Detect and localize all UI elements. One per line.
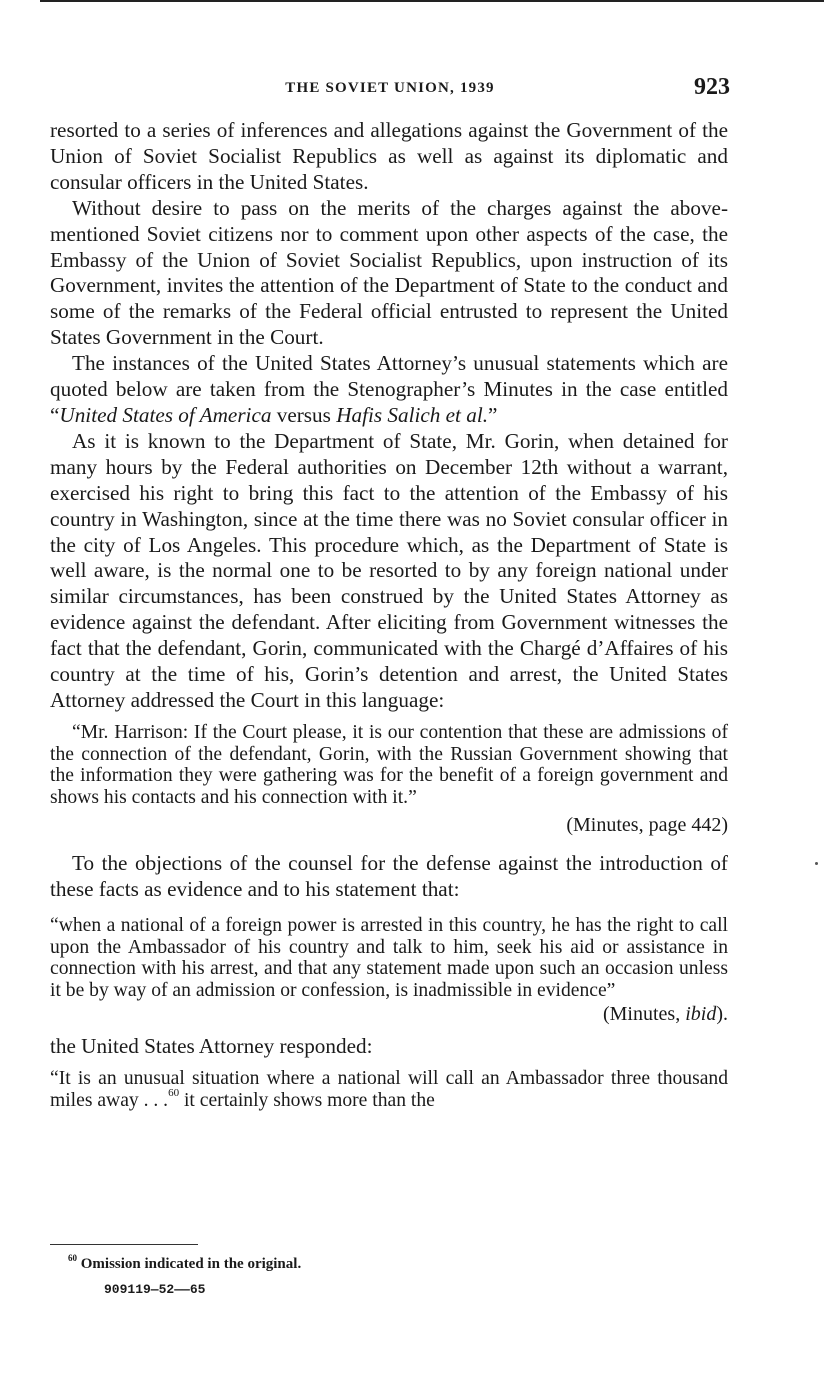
cite2-pre: (Minutes, (602, 1003, 686, 1026)
p3-text-mid: versus (271, 402, 337, 427)
citation-minutes-442: (Minutes, page 442) (566, 814, 728, 837)
printer-code: 909119—52——65 (104, 1282, 206, 1297)
page-body (50, 118, 728, 1112)
page-header (50, 74, 730, 104)
quote3-pre: “It is an unusual situation where a national will call an Ambassador three thousand miles away . . . (50, 1067, 728, 1111)
citation-minutes-ibid (50, 1002, 728, 1026)
quote3-post: it certainly shows more than the (179, 1089, 435, 1111)
scan-speck (815, 862, 818, 865)
quote-defense-statement: “when a national of a foreign power is arrested in this country, he has the right to call upon the Ambassador of his country and talk to him, seek his aid or assistance in connection with his arrest, and that any statement made upon such an occasion unless it be by way of an admission or confession, is inadmissible in evidence” (50, 914, 728, 1002)
top-rule (40, 0, 824, 2)
paragraph-attorney-responded: the United States Attorney responded: (50, 1034, 373, 1059)
running-title: THE SOVIET UNION, 1939 (285, 80, 495, 96)
case-name-plaintiff: United States of America (59, 402, 272, 427)
paragraph-instances (50, 351, 728, 429)
p3-text-post: ” (488, 402, 498, 427)
paragraph-continuation: resorted to a series of inferences and allegations against the Government of the Union of Soviet Socialist Republics as well as against its diplomatic and consular officers in the United States. (50, 118, 728, 194)
quote-harrison: “Mr. Harrison: If the Court please, it is our contention that these are admissions of the connection of the defendant, Gorin, with the Russian Government showing that the information they were gathering was for the benefit of a foreign government and shows his contacts and his connection with it.” (50, 721, 728, 809)
page-number: 923 (694, 74, 730, 100)
case-name-defendant: Hafis Salich et al. (336, 402, 489, 427)
p3-text-pre: The instances of the United States Attorney’s unusual statements which are quoted below are taken from the Stenographer’s Minutes in the case entitled “ (50, 351, 728, 427)
footnote-marker: 60 (68, 1253, 77, 1263)
footnote-reference: 60 (168, 1087, 180, 1100)
cite2-ibid: ibid (685, 1003, 717, 1026)
quote-attorney-response (50, 1068, 728, 1112)
cite2-post: ). (716, 1003, 728, 1026)
footnote-text: Omission indicated in the original. (80, 1256, 302, 1272)
paragraph-objections: To the objections of the counsel for the defense against the introduction of these facts as evidence and to his statement that: (50, 851, 728, 901)
paragraph-gorin-detention: As it is known to the Department of State, Mr. Gorin, when detained for many hours by the Federal authorities on December 12th without a warrant, exercised his right to bring this fact to the attention of the Embassy of his country in Washington, since at the time there was no Soviet consular officer in the city of Los Angeles. This procedure which, as the Department of State is well aware, is the normal one to be resorted to by any foreign national under similar circumstances, has been construed by the United States Attorney as evidence against the defendant. After eliciting from Government witnesses the fact that the defendant, Gorin, communicated with the Chargé d’Affaires of his country at the time of his, Gorin’s detention and arrest, the United States Attorney addressed the Court in this language: (50, 428, 728, 712)
paragraph-embassy-request: Without desire to pass on the merits of the charges against the above-mentioned Soviet citizens nor to comment upon other aspects of the case, the Embassy of the Union of Soviet Socialist Republics, upon instruction of its Government, invites the attention of the Department of State to the conduct and some of the remarks of the Federal official entrusted to represent the United States Government in the Court. (50, 195, 728, 350)
footnote (68, 1253, 302, 1273)
footnote-rule (50, 1244, 198, 1245)
